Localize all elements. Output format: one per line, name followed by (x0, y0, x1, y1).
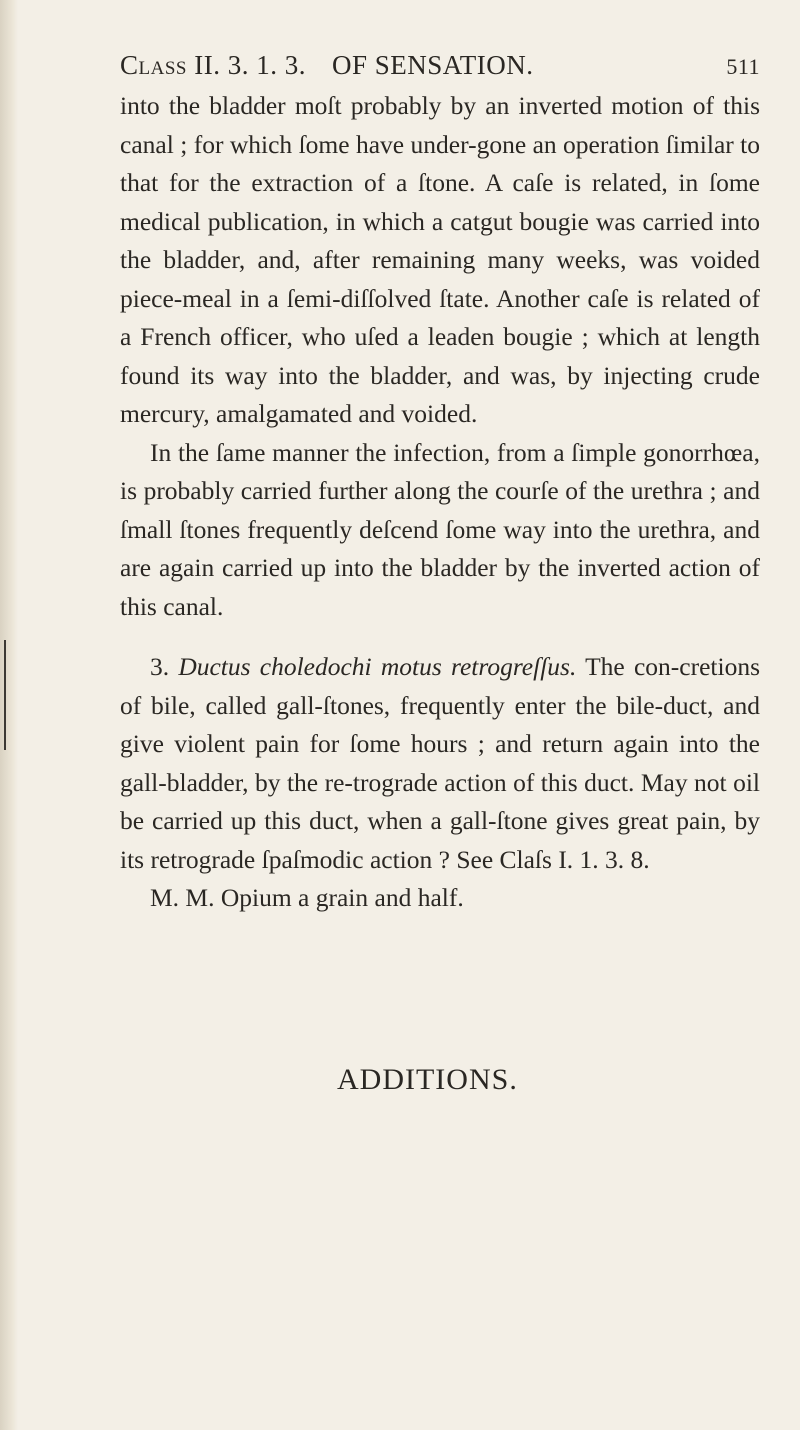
paragraph-infection: In the ſame manner the infection, from a ſimple gonorrhœa, is probably carried further along the courſe of the urethra ; and ſmall ſtones frequently deſcend ſome way into the urethra, and are again carried up into the bladder by the inverted action of this canal. (120, 437, 760, 621)
section-number: 3. (150, 652, 170, 681)
paragraph-continuation: into the bladder moſt probably by an inverted motion of this canal ; for which ſome have under-gone an operation ſimilar to that for the extraction of a ſtone. A caſe is related, in ſome medical publication, in which a catgut bougie was carried into the bladder, and, after remaining many weeks, was voided piece-meal in a ſemi-diſſolved ſtate. Another caſe is related of a French officer, who uſed a leaden bougie ; which at length found its way into the bladder, and was, by injecting crude mercury, amalgamated and voided. (120, 91, 760, 428)
section-body: The con-cretions of bile, called gall-ſtones, frequently enter the bile-duct, and give violent pain for ſome hours ; and return again into the gall-bladder, by the re-trograde action of this duct. May not oil be carried up this duct, when a gall-ſtone gives great pain, by its retrograde ſpaſmodic action ? See Claſs I. 1. 3. 8. (120, 652, 760, 874)
paragraph-section-3 (120, 648, 760, 879)
book-page (120, 50, 760, 918)
class-reference: Class II. 3. 1. 3. (120, 50, 306, 80)
margin-mark (4, 640, 6, 750)
running-header (120, 50, 760, 81)
page-gutter-shadow (0, 0, 18, 1430)
running-title: OF SENSATION. (331, 50, 534, 80)
section-title: Ductus choledochi motus retrogreſſus. (178, 652, 577, 681)
paragraph-materia-medica: M. M. Opium a grain and half. (150, 883, 464, 912)
catchword: ADDITIONS. (337, 1063, 518, 1096)
page-number: 511 (726, 54, 760, 79)
